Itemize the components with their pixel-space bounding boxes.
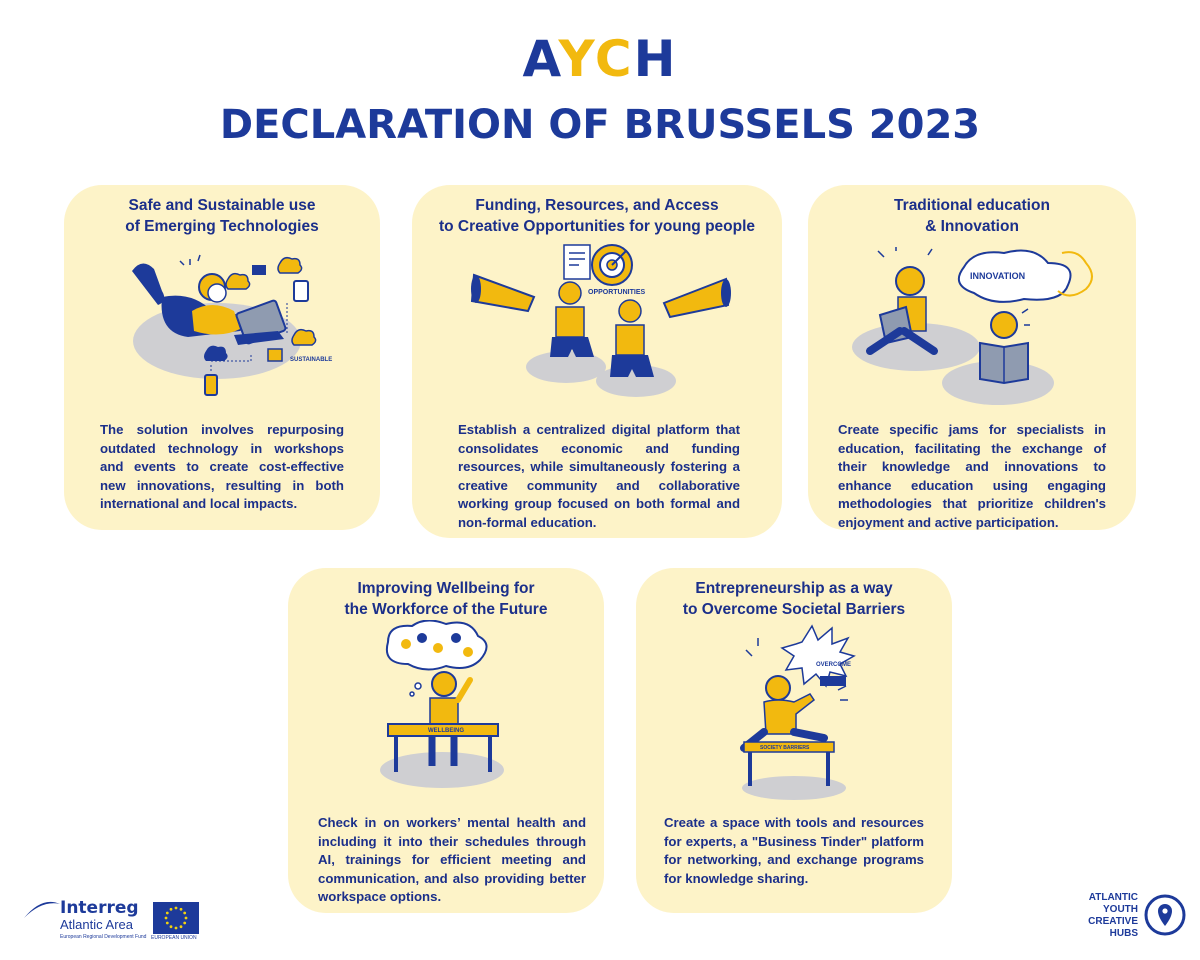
aych-logo: AYCH [522, 30, 678, 88]
card-entrepreneurship [636, 568, 952, 913]
card-title: Traditional education & Innovation [894, 197, 1050, 235]
card-funding-opportunities [412, 185, 782, 538]
page-title: DECLARATION OF BRUSSELS 2023 [219, 102, 981, 148]
card-workforce-wellbeing [288, 568, 604, 913]
megaphones-illustration [470, 241, 732, 399]
erdf-label: European Regional Development Fund [60, 934, 147, 940]
interreg-swoosh-icon [22, 900, 62, 922]
org-name-line: ATLANTIC [1088, 892, 1138, 903]
eu-label: EUROPEAN UNION [151, 935, 197, 941]
society-barriers-label: SOCIETY BARRIERS [760, 745, 810, 751]
org-name-line: YOUTH [1103, 904, 1138, 915]
wellbeing-label: WELLBEING [428, 728, 464, 734]
card-text: Check in on workers’ mental health and including it into their schedules through AI, trainings for efficient meeting and communication, and also providing better workspace options. [318, 815, 586, 905]
org-name-line: CREATIVE [1088, 916, 1138, 927]
card-title: Improving Wellbeing for the Workforce of the Future [344, 580, 548, 618]
interreg-logo [22, 894, 212, 944]
laptop-user-illustration [122, 251, 332, 401]
card-traditional-education [808, 185, 1136, 530]
card-title: Funding, Resources, and Access to Creative Opportunities for young people [438, 197, 756, 235]
card-emerging-technologies [64, 185, 380, 530]
atlantic-youth-creative-hubs-logo [1066, 890, 1186, 952]
opportunities-label: OPPORTUNITIES [588, 289, 646, 296]
eu-flag-icon [153, 902, 199, 934]
atlantic-area-label: Atlantic Area [60, 917, 133, 932]
overcome-label: OVERCOME [816, 662, 852, 668]
card-text: Establish a centralized digital platform that consolidates economic and funding resources, while simultaneously fostering a creative community and collaborative working group focused on both formal and non-formal education. [458, 422, 740, 530]
sustainable-label: SUSTAINABLE [290, 357, 333, 363]
card-text: Create a space with tools and resources for experts, a "Business Tinder" platform for networking, and exchange programs for knowledge sharing. [664, 815, 924, 886]
innovation-label: INNOVATION [970, 271, 1026, 281]
card-text: The solution involves repurposing outdated technology in workshops and events to create cost-effective new innovations, resulting in both international and local impacts. [100, 422, 344, 512]
location-pin-icon [1144, 894, 1186, 936]
wellbeing-desk-illustration [374, 620, 514, 792]
hurdle-jump-illustration [736, 620, 886, 800]
card-text: Create specific jams for specialists in education, facilitating the exchange of their knowledge and innovations to enhance education using engaging methodologies that prioritize children's enjoyment and active participation. [838, 422, 1106, 530]
org-name-line: HUBS [1109, 928, 1138, 939]
card-title: Entrepreneurship as a way to Overcome Societal Barriers [682, 580, 906, 618]
card-title: Safe and Sustainable use of Emerging Technologies [125, 197, 319, 235]
interreg-wordmark: Interreg [60, 898, 139, 918]
